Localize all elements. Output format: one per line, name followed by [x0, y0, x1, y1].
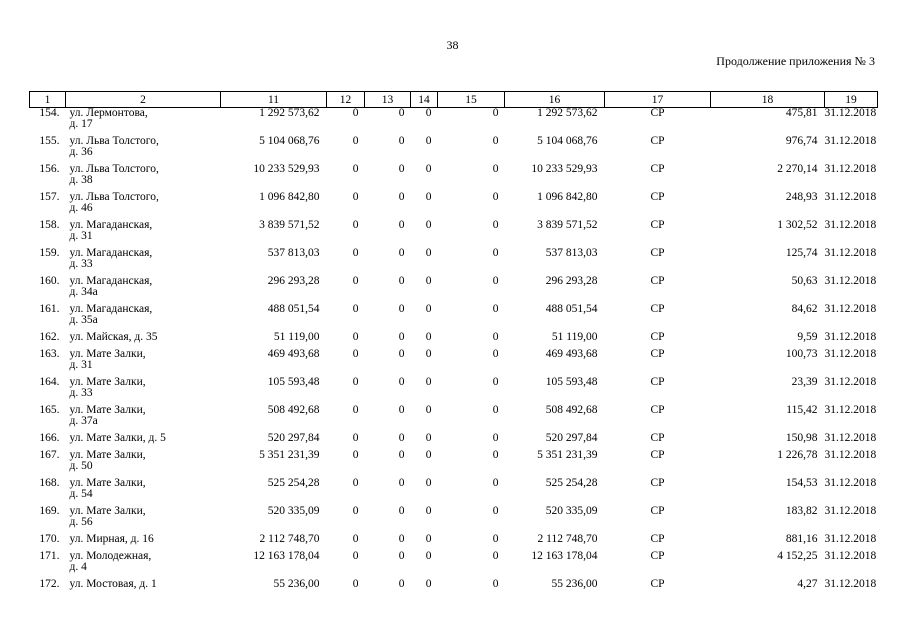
amount-cell: 488 051,54 [545, 303, 598, 315]
code-cell: СР [650, 331, 665, 343]
amount-cell: 5 104 068,76 [537, 135, 598, 147]
value-cell: 0 [492, 219, 499, 231]
value-cell: 0 [352, 578, 359, 590]
row-number: 171. [39, 550, 60, 562]
value-cell: 0 [425, 247, 432, 259]
address-line: ул. Мате Залки, [69, 376, 146, 388]
address-house: д. 31 [69, 359, 93, 371]
value-cell: 0 [398, 550, 405, 562]
appendix-note: Продолжение приложения № 3 [716, 54, 875, 68]
address-line: ул. Майская, д. 35 [69, 331, 158, 343]
table-body [30, 108, 878, 597]
code-cell: СР [650, 219, 665, 231]
date-cell: 31.12.2018 [824, 219, 877, 231]
total-cost-cell: 520 297,84 [267, 432, 320, 444]
area-cell: 115,42 [786, 404, 818, 416]
value-cell: 0 [398, 578, 405, 590]
row-number: 168. [39, 477, 60, 489]
address-house: д. 4 [69, 561, 87, 573]
code-cell: СР [650, 247, 665, 259]
amount-cell: 508 492,68 [545, 404, 598, 416]
total-cost-cell: 520 335,09 [267, 505, 320, 517]
address-house: д. 56 [69, 516, 93, 528]
code-cell: СР [650, 163, 665, 175]
address-cell [66, 304, 221, 332]
address-house: д. 37а [69, 415, 98, 427]
row-number: 159. [39, 247, 60, 259]
value-cell: 0 [398, 533, 405, 545]
total-cost-cell: 5 104 068,76 [259, 135, 320, 147]
area-cell: 23,39 [791, 376, 818, 388]
value-cell: 0 [492, 348, 499, 360]
address-line: ул. Магаданская, [69, 275, 153, 287]
area-cell: 881,16 [785, 533, 818, 545]
area-cell: 50,63 [791, 275, 818, 287]
address-line: ул. Мате Залки, [69, 348, 146, 360]
table-row [30, 164, 878, 192]
value-cell: 0 [425, 219, 432, 231]
row-number: 172. [39, 578, 60, 590]
date-cell: 31.12.2018 [824, 331, 877, 343]
address-line: ул. Льва Толстого, [69, 163, 159, 175]
column-header: 19 [825, 92, 878, 108]
value-cell: 0 [492, 404, 499, 416]
address-line: ул. Магаданская, [69, 303, 153, 315]
value-cell: 0 [492, 107, 499, 119]
table-row [30, 192, 878, 220]
value-cell: 0 [492, 449, 499, 461]
date-cell: 31.12.2018 [824, 376, 877, 388]
code-cell: СР [650, 404, 665, 416]
row-number: 167. [39, 449, 60, 461]
total-cost-cell: 105 593,48 [267, 376, 320, 388]
address-line: ул. Мате Залки, [69, 404, 146, 416]
table-row [30, 377, 878, 405]
total-cost-cell: 10 233 529,93 [253, 163, 320, 175]
value-cell: 0 [398, 331, 405, 343]
row-number: 160. [39, 275, 60, 287]
date-cell: 31.12.2018 [824, 348, 877, 360]
value-cell: 0 [425, 163, 432, 175]
value-cell: 0 [492, 432, 499, 444]
address-cell [66, 220, 221, 248]
value-cell: 0 [352, 219, 359, 231]
address-cell [66, 405, 221, 433]
code-cell: СР [650, 191, 665, 203]
amount-cell: 3 839 571,52 [537, 219, 598, 231]
address-cell [66, 248, 221, 276]
area-cell: 248,93 [785, 191, 818, 203]
total-cost-cell: 508 492,68 [267, 404, 320, 416]
address-house: д. 36 [69, 146, 93, 158]
area-cell: 4,27 [797, 578, 818, 590]
value-cell: 0 [398, 376, 405, 388]
register-table [29, 91, 878, 596]
code-cell: СР [650, 449, 665, 461]
address-house: д. 35а [69, 314, 98, 326]
value-cell: 0 [492, 303, 499, 315]
value-cell: 0 [492, 505, 499, 517]
table-row [30, 220, 878, 248]
total-cost-cell: 12 163 178,04 [253, 550, 320, 562]
address-house: д. 50 [69, 460, 93, 472]
address-cell [66, 332, 221, 349]
value-cell: 0 [425, 275, 432, 287]
total-cost-cell: 2 112 748,70 [259, 533, 320, 545]
column-header: 16 [505, 92, 605, 108]
address-line: ул. Молодежная, [69, 550, 152, 562]
table-row [30, 551, 878, 579]
value-cell: 0 [352, 477, 359, 489]
address-cell [66, 551, 221, 579]
table-row [30, 349, 878, 377]
area-cell: 976,74 [785, 135, 818, 147]
code-cell: СР [650, 348, 665, 360]
amount-cell: 105 593,48 [545, 376, 598, 388]
value-cell: 0 [425, 331, 432, 343]
row-number: 161. [39, 303, 60, 315]
address-house: д. 38 [69, 174, 93, 186]
date-cell: 31.12.2018 [824, 449, 877, 461]
area-cell: 475,81 [785, 107, 818, 119]
value-cell: 0 [425, 533, 432, 545]
value-cell: 0 [352, 449, 359, 461]
column-header: 17 [605, 92, 711, 108]
total-cost-cell: 51 119,00 [273, 331, 320, 343]
address-cell [66, 349, 221, 377]
amount-cell: 55 236,00 [551, 578, 598, 590]
address-house: д. 46 [69, 202, 93, 214]
address-cell [66, 108, 221, 137]
area-cell: 84,62 [791, 303, 818, 315]
table-row [30, 304, 878, 332]
address-line: ул. Льва Толстого, [69, 191, 159, 203]
date-cell: 31.12.2018 [824, 303, 877, 315]
total-cost-cell: 525 254,28 [267, 477, 320, 489]
address-house: д. 33 [69, 258, 93, 270]
column-header: 18 [711, 92, 825, 108]
row-number: 158. [39, 219, 60, 231]
row-number: 154. [39, 107, 60, 119]
value-cell: 0 [492, 550, 499, 562]
column-header: 1 [30, 92, 66, 108]
value-cell: 0 [398, 247, 405, 259]
row-number: 155. [39, 135, 60, 147]
value-cell: 0 [398, 135, 405, 147]
date-cell: 31.12.2018 [824, 578, 877, 590]
address-line: ул. Мате Залки, [69, 505, 146, 517]
address-cell [66, 136, 221, 164]
value-cell: 0 [398, 275, 405, 287]
table-row [30, 276, 878, 304]
address-line: ул. Магаданская, [69, 247, 153, 259]
value-cell: 0 [352, 331, 359, 343]
column-header: 11 [221, 92, 327, 108]
value-cell: 0 [492, 163, 499, 175]
area-cell: 183,82 [785, 505, 818, 517]
address-cell [66, 377, 221, 405]
address-house: д. 17 [69, 118, 93, 130]
amount-cell: 10 233 529,93 [531, 163, 598, 175]
area-cell: 4 152,25 [777, 550, 818, 562]
area-cell: 150,98 [785, 432, 818, 444]
value-cell: 0 [492, 331, 499, 343]
total-cost-cell: 488 051,54 [267, 303, 320, 315]
value-cell: 0 [352, 107, 359, 119]
value-cell: 0 [352, 550, 359, 562]
date-cell: 31.12.2018 [824, 135, 877, 147]
date-cell: 31.12.2018 [824, 477, 877, 489]
amount-cell: 1 292 573,62 [537, 107, 598, 119]
row-number: 164. [39, 376, 60, 388]
address-house: д. 54 [69, 488, 93, 500]
value-cell: 0 [352, 348, 359, 360]
amount-cell: 469 493,68 [545, 348, 598, 360]
code-cell: СР [650, 303, 665, 315]
header-row [30, 92, 878, 108]
total-cost-cell: 1 292 573,62 [259, 107, 320, 119]
area-cell: 2 270,14 [777, 163, 818, 175]
date-cell: 31.12.2018 [824, 107, 877, 119]
value-cell: 0 [352, 163, 359, 175]
address-cell [66, 450, 221, 478]
value-cell: 0 [492, 533, 499, 545]
date-cell: 31.12.2018 [824, 163, 877, 175]
value-cell: 0 [398, 191, 405, 203]
area-cell: 154,53 [785, 477, 818, 489]
value-cell: 0 [352, 432, 359, 444]
code-cell: СР [650, 533, 665, 545]
table-header [30, 92, 878, 108]
value-cell: 0 [352, 191, 359, 203]
amount-cell: 5 351 231,39 [537, 449, 598, 461]
total-cost-cell: 296 293,28 [267, 275, 320, 287]
value-cell: 0 [425, 348, 432, 360]
value-cell: 0 [425, 505, 432, 517]
total-cost-cell: 537 813,03 [267, 247, 320, 259]
value-cell: 0 [398, 107, 405, 119]
value-cell: 0 [352, 533, 359, 545]
address-line: ул. Мирная, д. 16 [69, 533, 154, 545]
row-number: 169. [39, 505, 60, 517]
address-cell [66, 433, 221, 450]
code-cell: СР [650, 578, 665, 590]
code-cell: СР [650, 107, 665, 119]
area-cell: 1 226,78 [777, 449, 818, 461]
value-cell: 0 [492, 135, 499, 147]
date-cell: 31.12.2018 [824, 505, 877, 517]
row-number: 166. [39, 432, 60, 444]
amount-cell: 537 813,03 [545, 247, 598, 259]
value-cell: 0 [425, 107, 432, 119]
column-header: 15 [438, 92, 505, 108]
amount-cell: 12 163 178,04 [531, 550, 598, 562]
address-cell [66, 192, 221, 220]
value-cell: 0 [352, 275, 359, 287]
date-cell: 31.12.2018 [824, 247, 877, 259]
value-cell: 0 [398, 303, 405, 315]
page-number: 38 [446, 38, 459, 52]
value-cell: 0 [492, 275, 499, 287]
row-number: 163. [39, 348, 60, 360]
code-cell: СР [650, 505, 665, 517]
area-cell: 100,73 [785, 348, 818, 360]
address-line: ул. Магаданская, [69, 219, 153, 231]
code-cell: СР [650, 432, 665, 444]
amount-cell: 2 112 748,70 [537, 533, 598, 545]
row-number: 162. [39, 331, 60, 343]
amount-cell: 1 096 842,80 [537, 191, 598, 203]
value-cell: 0 [425, 191, 432, 203]
total-cost-cell: 55 236,00 [273, 578, 320, 590]
value-cell: 0 [425, 578, 432, 590]
code-cell: СР [650, 477, 665, 489]
value-cell: 0 [398, 404, 405, 416]
value-cell: 0 [398, 477, 405, 489]
address-line: ул. Мате Залки, [69, 449, 146, 461]
value-cell: 0 [425, 477, 432, 489]
address-house: д. 31 [69, 230, 93, 242]
address-cell [66, 506, 221, 534]
code-cell: СР [650, 550, 665, 562]
total-cost-cell: 469 493,68 [267, 348, 320, 360]
total-cost-cell: 5 351 231,39 [259, 449, 320, 461]
value-cell: 0 [352, 404, 359, 416]
table-row [30, 579, 878, 596]
column-header: 12 [327, 92, 365, 108]
value-cell: 0 [352, 247, 359, 259]
value-cell: 0 [352, 376, 359, 388]
value-cell: 0 [425, 376, 432, 388]
value-cell: 0 [352, 505, 359, 517]
address-line: ул. Мате Залки, д. 5 [69, 432, 166, 444]
value-cell: 0 [398, 432, 405, 444]
value-cell: 0 [492, 477, 499, 489]
amount-cell: 51 119,00 [551, 331, 598, 343]
address-cell [66, 276, 221, 304]
date-cell: 31.12.2018 [824, 404, 877, 416]
value-cell: 0 [492, 247, 499, 259]
date-cell: 31.12.2018 [824, 432, 877, 444]
code-cell: СР [650, 376, 665, 388]
table-row [30, 405, 878, 433]
date-cell: 31.12.2018 [824, 533, 877, 545]
table-row [30, 534, 878, 551]
column-header: 13 [365, 92, 411, 108]
value-cell: 0 [398, 163, 405, 175]
area-cell: 125,74 [785, 247, 818, 259]
value-cell: 0 [398, 348, 405, 360]
area-cell: 1 302,52 [777, 219, 818, 231]
value-cell: 0 [425, 550, 432, 562]
row-number: 165. [39, 404, 60, 416]
address-cell [66, 164, 221, 192]
amount-cell: 525 254,28 [545, 477, 598, 489]
column-header: 14 [411, 92, 438, 108]
value-cell: 0 [352, 303, 359, 315]
value-cell: 0 [425, 404, 432, 416]
address-house: д. 33 [69, 387, 93, 399]
date-cell: 31.12.2018 [824, 191, 877, 203]
amount-cell: 520 335,09 [545, 505, 598, 517]
address-cell [66, 534, 221, 551]
table-row [30, 108, 878, 137]
amount-cell: 296 293,28 [545, 275, 598, 287]
value-cell: 0 [425, 449, 432, 461]
address-line: ул. Льва Толстого, [69, 135, 159, 147]
table-row [30, 450, 878, 478]
value-cell: 0 [492, 376, 499, 388]
table-row [30, 506, 878, 534]
value-cell: 0 [398, 505, 405, 517]
row-number: 170. [39, 533, 60, 545]
table-row [30, 136, 878, 164]
code-cell: СР [650, 135, 665, 147]
value-cell: 0 [492, 578, 499, 590]
date-cell: 31.12.2018 [824, 550, 877, 562]
value-cell: 0 [398, 219, 405, 231]
row-number: 156. [39, 163, 60, 175]
address-cell [66, 579, 221, 596]
table-row [30, 332, 878, 349]
value-cell: 0 [425, 135, 432, 147]
address-cell [66, 478, 221, 506]
total-cost-cell: 3 839 571,52 [259, 219, 320, 231]
address-house: д. 34а [69, 286, 98, 298]
address-line: ул. Лермонтова, [69, 107, 148, 119]
total-cost-cell: 1 096 842,80 [259, 191, 320, 203]
value-cell: 0 [492, 191, 499, 203]
amount-cell: 520 297,84 [545, 432, 598, 444]
column-header: 2 [66, 92, 221, 108]
address-line: ул. Мостовая, д. 1 [69, 578, 157, 590]
value-cell: 0 [425, 303, 432, 315]
value-cell: 0 [352, 135, 359, 147]
area-cell: 9,59 [797, 331, 818, 343]
code-cell: СР [650, 275, 665, 287]
address-line: ул. Мате Залки, [69, 477, 146, 489]
value-cell: 0 [425, 432, 432, 444]
table-row [30, 248, 878, 276]
table-row [30, 433, 878, 450]
value-cell: 0 [398, 449, 405, 461]
row-number: 157. [39, 191, 60, 203]
table-row [30, 478, 878, 506]
date-cell: 31.12.2018 [824, 275, 877, 287]
